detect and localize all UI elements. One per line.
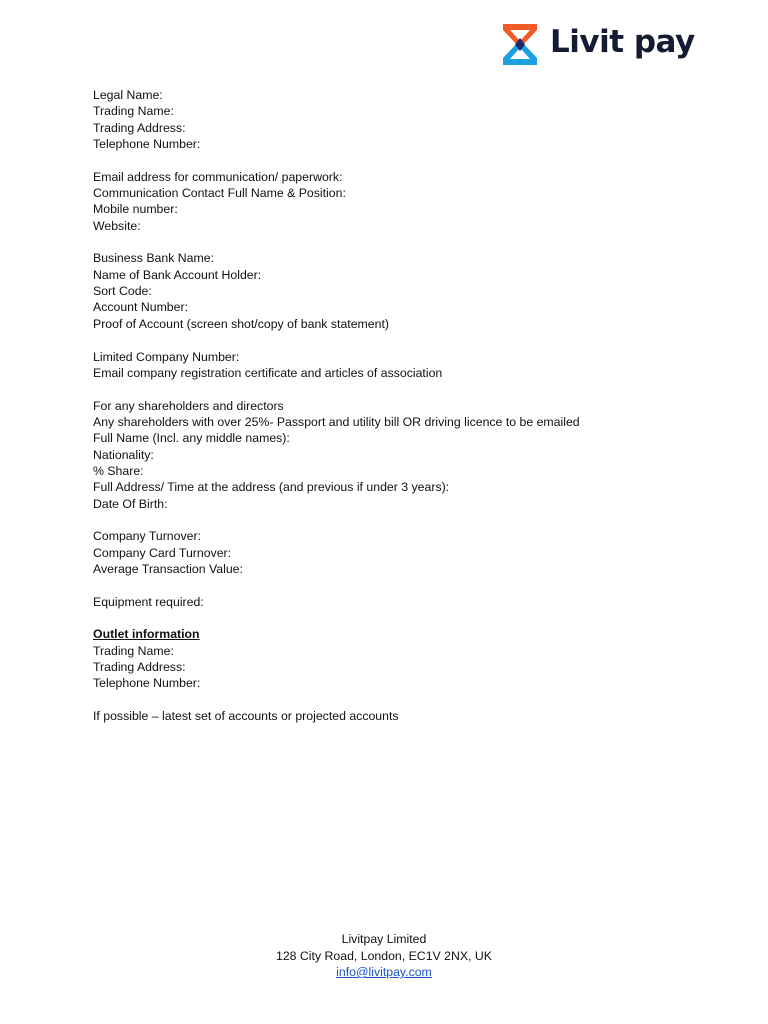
application-form-body: [93, 87, 693, 724]
share-percent-label: % Share:: [93, 463, 144, 478]
account-holder-label: Name of Bank Account Holder:: [93, 267, 262, 282]
contact-details-section: [93, 169, 693, 234]
section-spacer: [93, 692, 693, 708]
footer-email-link[interactable]: info@livitpay.com: [336, 965, 432, 979]
bank-name-label: Business Bank Name:: [93, 251, 214, 266]
shareholders-documents-note: Any shareholders with over 25%- Passport and utility bill OR driving licence to be emailed: [93, 414, 580, 429]
contact-name-label: Communication Contact Full Name & Position:: [93, 186, 346, 201]
company-details-section: [93, 87, 693, 152]
nationality-label: Nationality:: [93, 447, 154, 462]
company-turnover-label: Company Turnover:: [93, 529, 201, 544]
date-of-birth-label: Date Of Birth:: [93, 496, 168, 511]
trading-name-label: Trading Name:: [93, 104, 174, 119]
section-spacer: [93, 152, 693, 168]
page-footer: [0, 931, 768, 981]
bank-details-section: [93, 250, 693, 332]
turnover-section: [93, 528, 693, 577]
card-turnover-label: Company Card Turnover:: [93, 545, 232, 560]
mobile-number-label: Mobile number:: [93, 202, 178, 217]
average-transaction-label: Average Transaction Value:: [93, 561, 243, 576]
full-name-label: Full Name (Incl. any middle names):: [93, 431, 290, 446]
footer-address: 128 City Road, London, EC1V 2NX, UK: [275, 948, 492, 963]
section-spacer: [93, 381, 693, 397]
full-address-label: Full Address/ Time at the address (and previous if under 3 years):: [93, 480, 450, 495]
section-spacer: [93, 577, 693, 593]
section-spacer: [93, 332, 693, 348]
section-spacer: [93, 234, 693, 250]
outlet-information-heading: Outlet information: [93, 627, 200, 642]
shareholder-section: [93, 398, 693, 512]
section-spacer: [93, 610, 693, 626]
registration-certificate-note: Email company registration certificate and articles of association: [93, 365, 443, 380]
proof-of-account-label: Proof of Account (screen shot/copy of bank statement): [93, 316, 389, 331]
accounts-note: If possible – latest set of accounts or projected accounts: [93, 709, 399, 724]
email-address-label: Email address for communication/ paperwork:: [93, 169, 343, 184]
account-number-label: Account Number:: [93, 300, 189, 315]
sort-code-label: Sort Code:: [93, 284, 152, 299]
outlet-section: [93, 626, 693, 691]
outlet-telephone-label: Telephone Number:: [93, 676, 201, 691]
outlet-trading-address-label: Trading Address:: [93, 660, 186, 675]
company-number-label: Limited Company Number:: [93, 349, 240, 364]
telephone-number-label: Telephone Number:: [93, 137, 201, 152]
registration-section: [93, 349, 693, 382]
footer-company-name: Livitpay Limited: [341, 932, 427, 946]
logo-text: Livit pay: [550, 23, 695, 60]
trading-address-label: Trading Address:: [93, 120, 186, 135]
section-spacer: [93, 512, 693, 528]
legal-name-label: Legal Name:: [93, 88, 163, 102]
shareholders-intro: For any shareholders and directors: [93, 398, 284, 413]
website-label: Website:: [93, 218, 141, 233]
equipment-required-label: Equipment required:: [93, 594, 204, 609]
livitpay-logo: [499, 20, 695, 68]
livitpay-logo-icon: [499, 21, 541, 67]
outlet-trading-name-label: Trading Name:: [93, 643, 174, 658]
